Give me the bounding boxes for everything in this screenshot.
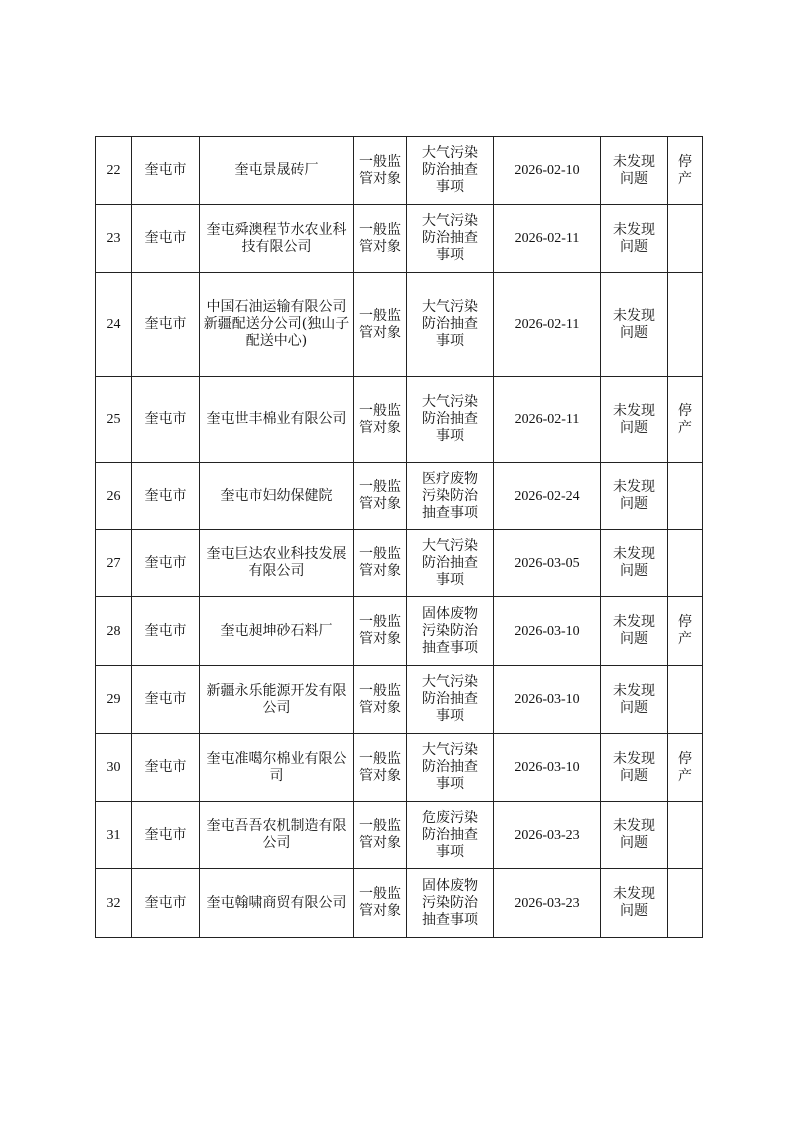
inspection-date-cell-text: 2026-03-10 — [514, 692, 580, 707]
company-name-cell — [200, 666, 354, 734]
city-cell-text: 奎屯市 — [144, 316, 187, 332]
company-name-cell — [200, 205, 354, 273]
company-name-cell-text: 奎屯吾吾农机制造有限公司 — [206, 818, 347, 851]
city-cell-text: 奎屯市 — [144, 622, 187, 639]
table-row — [96, 869, 703, 938]
row-number — [96, 137, 132, 205]
row-number-text: 22 — [106, 163, 121, 178]
table-body — [96, 137, 703, 938]
row-number-text: 32 — [106, 895, 121, 911]
row-number — [96, 463, 132, 530]
remark-cell — [668, 137, 703, 205]
inspection-date-cell — [494, 869, 601, 938]
city-cell-text: 奎屯市 — [144, 691, 187, 707]
inspection-result-cell-text: 未发现问题 — [613, 750, 655, 784]
row-number-text: 24 — [106, 317, 121, 332]
remark-cell — [668, 802, 703, 869]
inspection-date-cell-text: 2026-02-24 — [514, 488, 580, 504]
inspection-date-cell — [494, 205, 601, 273]
company-name-cell-text: 奎屯翰啸商贸有限公司 — [206, 894, 347, 911]
inspection-date-cell-text: 2026-03-10 — [514, 760, 580, 775]
company-name-cell — [200, 802, 354, 869]
table-row — [96, 530, 703, 597]
city-cell-text: 奎屯市 — [144, 230, 187, 246]
city-cell-text: 奎屯市 — [144, 487, 187, 504]
inspection-item-cell-text: 医疗废物污染防治抽查事项 — [422, 470, 478, 521]
city-cell — [132, 734, 200, 802]
inspection-result-cell — [601, 666, 668, 734]
company-name-cell-text: 中国石油运输有限公司新疆配送分公司(独山子配送中心) — [203, 299, 350, 349]
inspection-item-cell — [407, 463, 494, 530]
inspection-date-cell — [494, 666, 601, 734]
remark-cell-text: 停产 — [678, 750, 692, 784]
row-number-text: 30 — [106, 760, 121, 775]
inspection-date-cell — [494, 802, 601, 869]
inspection-result-cell — [601, 205, 668, 273]
supervision-type-cell-text: 一般监管对象 — [359, 479, 401, 512]
inspection-item-cell-text: 大气污染防治抽查事项 — [422, 213, 478, 263]
remark-cell-text: 停产 — [678, 402, 692, 436]
inspection-result-cell — [601, 802, 668, 869]
city-cell — [132, 869, 200, 938]
city-cell-text: 奎屯市 — [144, 554, 187, 571]
row-number-text: 27 — [106, 555, 121, 571]
inspection-item-cell — [407, 137, 494, 205]
inspection-item-cell — [407, 205, 494, 273]
city-cell-text: 奎屯市 — [144, 894, 187, 911]
row-number — [96, 273, 132, 377]
inspection-item-cell — [407, 597, 494, 666]
remark-cell — [668, 666, 703, 734]
row-number — [96, 530, 132, 597]
inspection-date-cell-text: 2026-02-11 — [514, 231, 580, 246]
table-row — [96, 273, 703, 377]
remark-cell — [668, 273, 703, 377]
city-cell-text: 奎屯市 — [144, 826, 187, 843]
inspection-date-cell — [494, 377, 601, 463]
row-number — [96, 869, 132, 938]
inspection-item-cell-text: 固体废物污染防治抽查事项 — [422, 877, 478, 928]
table-row — [96, 137, 703, 205]
supervision-type-cell — [354, 205, 407, 273]
city-cell — [132, 802, 200, 869]
company-name-cell — [200, 377, 354, 463]
inspection-date-cell-text: 2026-03-23 — [514, 827, 580, 843]
city-cell — [132, 205, 200, 273]
city-cell — [132, 597, 200, 666]
supervision-type-cell-text: 一般监管对象 — [359, 153, 401, 187]
row-number-text: 26 — [106, 488, 121, 504]
inspection-result-cell-text: 未发现问题 — [613, 818, 655, 851]
city-cell-text: 奎屯市 — [144, 411, 187, 427]
supervision-type-cell-text: 一般监管对象 — [359, 682, 401, 716]
inspection-result-cell — [601, 273, 668, 377]
table-row — [96, 734, 703, 802]
inspection-date-cell-text: 2026-03-23 — [514, 895, 580, 911]
supervision-type-cell — [354, 802, 407, 869]
supervision-type-cell-text: 一般监管对象 — [359, 221, 401, 255]
inspection-result-cell — [601, 137, 668, 205]
inspection-date-cell — [494, 273, 601, 377]
city-cell-text: 奎屯市 — [144, 162, 187, 178]
inspection-result-cell — [601, 869, 668, 938]
inspection-result-cell — [601, 463, 668, 530]
company-name-cell-text: 奎屯舜澳程节水农业科技有限公司 — [206, 221, 347, 255]
inspection-item-cell — [407, 530, 494, 597]
remark-cell — [668, 205, 703, 273]
inspection-item-cell — [407, 377, 494, 463]
row-number-text: 31 — [106, 827, 121, 843]
row-number-text: 29 — [106, 692, 121, 707]
table-row — [96, 205, 703, 273]
table-row — [96, 666, 703, 734]
supervision-type-cell — [354, 869, 407, 938]
company-name-cell-text: 奎屯准噶尔棉业有限公司 — [206, 750, 347, 784]
inspection-date-cell — [494, 734, 601, 802]
row-number — [96, 734, 132, 802]
inspection-item-cell — [407, 802, 494, 869]
company-name-cell-text: 奎屯景晟砖厂 — [234, 162, 319, 178]
supervision-type-cell-text: 一般监管对象 — [359, 307, 401, 341]
company-name-cell — [200, 137, 354, 205]
supervision-type-cell — [354, 273, 407, 377]
row-number — [96, 205, 132, 273]
inspection-item-cell-text: 危废污染防治抽查事项 — [422, 809, 478, 860]
inspection-result-cell — [601, 734, 668, 802]
remark-cell — [668, 734, 703, 802]
inspection-result-cell-text: 未发现问题 — [613, 479, 655, 512]
inspection-date-cell — [494, 137, 601, 205]
inspection-result-cell-text: 未发现问题 — [613, 402, 655, 436]
inspection-result-cell — [601, 377, 668, 463]
inspection-records-table — [95, 136, 703, 938]
supervision-type-cell-text: 一般监管对象 — [359, 614, 401, 647]
inspection-result-cell — [601, 530, 668, 597]
row-number-text: 25 — [106, 412, 121, 427]
supervision-type-cell-text: 一般监管对象 — [359, 750, 401, 784]
remark-cell-text: 停产 — [678, 614, 692, 647]
inspection-item-cell-text: 大气污染防治抽查事项 — [422, 299, 478, 349]
inspection-date-cell — [494, 463, 601, 530]
inspection-item-cell-text: 大气污染防治抽查事项 — [422, 145, 478, 195]
supervision-type-cell — [354, 530, 407, 597]
inspection-result-cell-text: 未发现问题 — [613, 682, 655, 716]
inspection-item-cell-text: 固体废物污染防治抽查事项 — [422, 605, 478, 656]
inspection-item-cell — [407, 734, 494, 802]
row-number — [96, 377, 132, 463]
company-name-cell — [200, 869, 354, 938]
inspection-date-cell-text: 2026-02-11 — [514, 317, 580, 332]
remark-cell — [668, 530, 703, 597]
supervision-type-cell — [354, 377, 407, 463]
row-number — [96, 666, 132, 734]
company-name-cell — [200, 734, 354, 802]
company-name-cell-text: 奎屯市妇幼保健院 — [220, 487, 333, 504]
company-name-cell — [200, 530, 354, 597]
inspection-item-cell — [407, 869, 494, 938]
inspection-item-cell-text: 大气污染防治抽查事项 — [422, 394, 478, 444]
inspection-date-cell-text: 2026-03-10 — [514, 623, 580, 639]
inspection-result-cell-text: 未发现问题 — [613, 614, 655, 647]
city-cell — [132, 273, 200, 377]
inspection-result-cell-text: 未发现问题 — [613, 546, 655, 579]
inspection-date-cell-text: 2026-02-10 — [514, 163, 580, 178]
row-number — [96, 802, 132, 869]
supervision-type-cell — [354, 597, 407, 666]
row-number-text: 28 — [106, 623, 121, 639]
inspection-result-cell-text: 未发现问题 — [613, 221, 655, 255]
inspection-item-cell-text: 大气污染防治抽查事项 — [422, 537, 478, 588]
supervision-type-cell-text: 一般监管对象 — [359, 818, 401, 851]
company-name-cell-text: 奎屯昶坤砂石料厂 — [220, 622, 333, 639]
inspection-result-cell-text: 未发现问题 — [613, 153, 655, 187]
city-cell — [132, 666, 200, 734]
inspection-result-cell — [601, 597, 668, 666]
table-row — [96, 377, 703, 463]
city-cell — [132, 377, 200, 463]
supervision-type-cell-text: 一般监管对象 — [359, 886, 401, 919]
company-name-cell-text: 新疆永乐能源开发有限公司 — [206, 682, 347, 716]
supervision-type-cell — [354, 463, 407, 530]
table-row — [96, 597, 703, 666]
remark-cell — [668, 597, 703, 666]
supervision-type-cell-text: 一般监管对象 — [359, 402, 401, 436]
supervision-type-cell — [354, 137, 407, 205]
table-row — [96, 802, 703, 869]
table-row — [96, 463, 703, 530]
inspection-date-cell-text: 2026-02-11 — [514, 412, 580, 427]
remark-cell-text: 停产 — [678, 153, 692, 187]
inspection-item-cell-text: 大气污染防治抽查事项 — [422, 742, 478, 792]
inspection-result-cell-text: 未发现问题 — [613, 307, 655, 341]
city-cell — [132, 137, 200, 205]
inspection-item-cell-text: 大气污染防治抽查事项 — [422, 674, 478, 724]
row-number-text: 23 — [106, 231, 121, 246]
inspection-date-cell — [494, 597, 601, 666]
remark-cell — [668, 869, 703, 938]
company-name-cell-text: 奎屯世丰棉业有限公司 — [206, 411, 347, 427]
company-name-cell — [200, 597, 354, 666]
company-name-cell-text: 奎屯巨达农业科技发展有限公司 — [206, 546, 347, 579]
supervision-type-cell-text: 一般监管对象 — [359, 546, 401, 579]
inspection-result-cell-text: 未发现问题 — [613, 886, 655, 919]
company-name-cell — [200, 463, 354, 530]
inspection-item-cell — [407, 273, 494, 377]
remark-cell — [668, 463, 703, 530]
city-cell-text: 奎屯市 — [144, 759, 187, 775]
city-cell — [132, 463, 200, 530]
inspection-date-cell-text: 2026-03-05 — [514, 555, 580, 571]
inspection-date-cell — [494, 530, 601, 597]
supervision-type-cell — [354, 734, 407, 802]
city-cell — [132, 530, 200, 597]
remark-cell — [668, 377, 703, 463]
supervision-type-cell — [354, 666, 407, 734]
inspection-item-cell — [407, 666, 494, 734]
row-number — [96, 597, 132, 666]
company-name-cell — [200, 273, 354, 377]
